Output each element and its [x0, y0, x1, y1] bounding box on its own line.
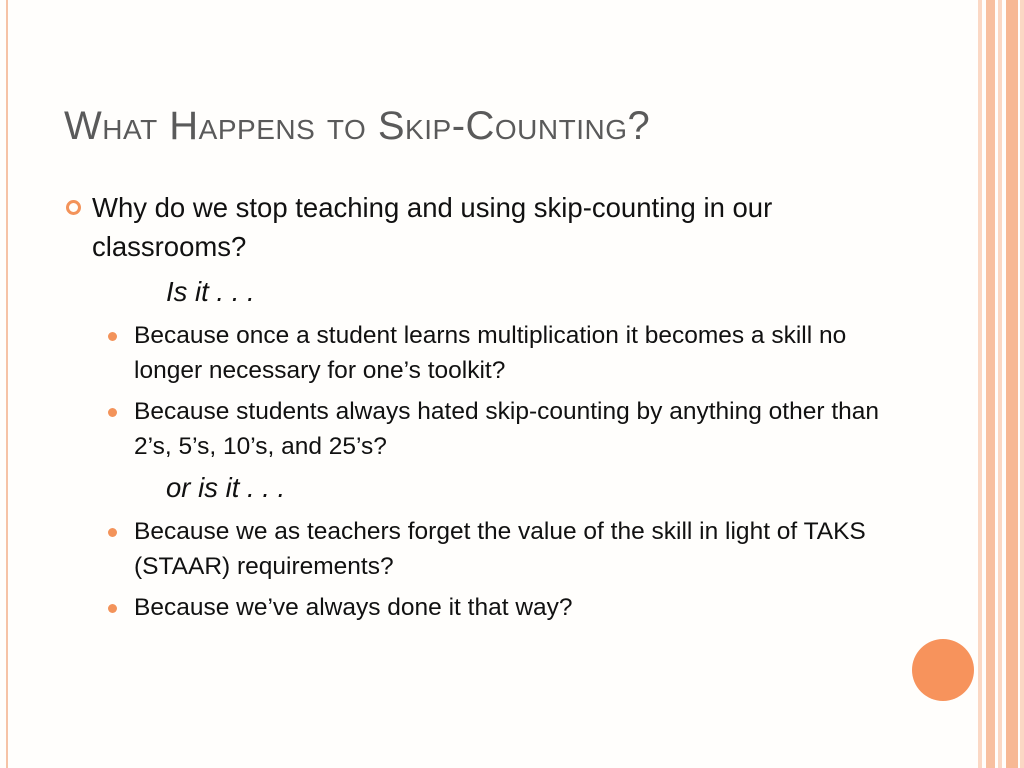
right-stripe-3	[998, 0, 1002, 768]
main-point	[64, 188, 894, 266]
dot-bullet-icon	[108, 332, 117, 341]
slide-title: What Happens to Skip-Counting?	[64, 104, 651, 148]
orange-circle-icon	[912, 639, 974, 701]
dot-bullet-icon	[108, 604, 117, 613]
dot-bullet-icon	[108, 408, 117, 417]
right-stripe-5	[1020, 0, 1024, 768]
right-stripe-4	[1006, 0, 1018, 768]
slide-content	[64, 188, 894, 631]
list-item-text: Because we as teachers forget the value of the skill in light of TAKS (STAAR) requirements?	[134, 518, 866, 580]
list-item-text: Because students always hated skip-counting by anything other than 2’s, 5’s, 10’s, and 25’s?	[134, 398, 880, 460]
aside-is-it: Is it . . .	[166, 276, 255, 307]
list-item	[64, 590, 894, 625]
left-border-line	[6, 0, 8, 768]
ring-bullet-icon	[66, 200, 81, 215]
right-stripe-1	[978, 0, 982, 768]
list-item	[64, 318, 894, 388]
list-item-text: Because we’ve always done it that way?	[134, 594, 573, 621]
dot-bullet-icon	[108, 528, 117, 537]
list-item	[64, 514, 894, 584]
list-item	[64, 394, 894, 464]
main-point-text: Why do we stop teaching and using skip-counting in our classrooms?	[92, 192, 773, 262]
aside-or-is-it: or is it . . .	[166, 472, 286, 503]
right-stripe-2	[986, 0, 995, 768]
list-item-text: Because once a student learns multiplication it becomes a skill no longer necessary for one’s toolkit?	[134, 322, 847, 384]
